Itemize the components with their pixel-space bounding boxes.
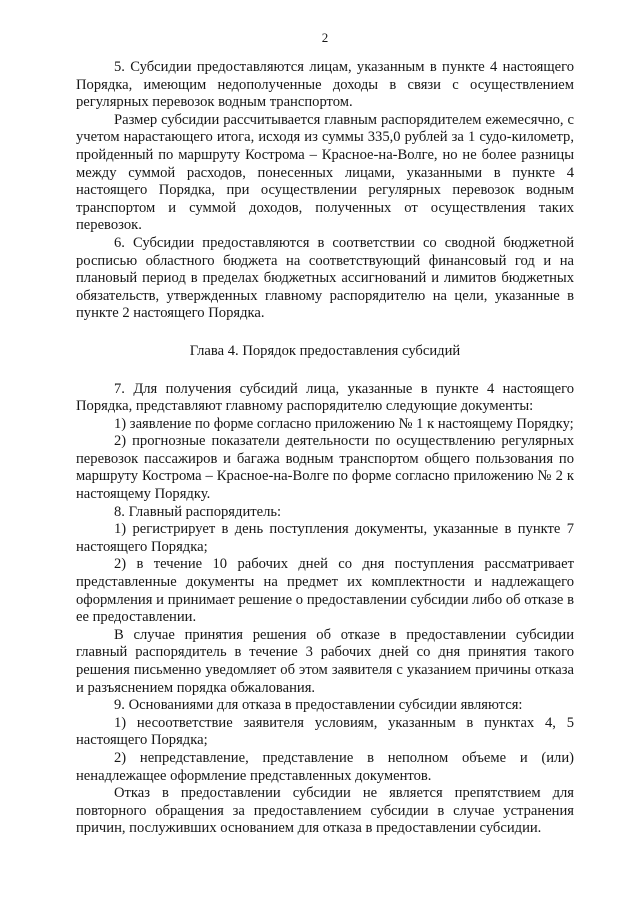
chapter-heading: Глава 4. Порядок предоставления субсидий	[189, 342, 461, 359]
paragraph-reapplication: Отказ в предоставлении субсидии не является препятствием для повторного обращения за предоставлением субсидии в случае устранения причин, послуживших основанием для отказа в предоставлении субсидии.	[76, 785, 574, 837]
paragraph-9-item-2: 2) непредставление, представление в неполном объеме и (или) ненадлежащее оформление представленных документов.	[76, 749, 574, 784]
paragraph-subsidy-size: Размер субсидии рассчитывается главным распорядителем ежемесячно, с учетом нарастающего итога, исходя из суммы 335,0 рублей за 1 судо-километр, пройденный по маршруту Кострома – Красное-на-Волге, но не более разницы между суммой расходов, понесенных лицами, указанными в пункте 4 настоящего Порядка, при осуществлении регулярных перевозок водным транспортом и суммой доходов, полученных от осуществления таких перевозок.	[76, 111, 574, 234]
page-number: 2	[321, 30, 329, 45]
paragraph-7-item-1: 1) заявление по форме согласно приложению № 1 к настоящему Порядку;	[114, 415, 574, 432]
paragraph-7-documents: 7. Для получения субсидий лица, указанные в пункте 4 настоящего Порядка, представляют главному распорядителю следующие документы:	[76, 380, 574, 415]
paragraph-8-main-distributor: 8. Главный распорядитель:	[114, 503, 282, 520]
paragraph-6-budget-limits: 6. Субсидии предоставляются в соответствии со сводной бюджетной росписью областного бюджета на соответствующий финансовый год и на плановый период в пределах бюджетных ассигнований и лимитов бюджетных обязательств, утвержденных главному распорядителю на цели, указанные в пункте 2 настоящего Порядка.	[76, 234, 574, 322]
paragraph-9-item-1: 1) несоответствие заявителя условиям, указанным в пунктах 4, 5 настоящего Порядка;	[76, 714, 574, 749]
paragraph-5-subsidy-recipients: 5. Субсидии предоставляются лицам, указанным в пункте 4 настоящего Порядка, имеющим недополученные доходы в связи с осуществлением регулярных перевозок водным транспортом.	[76, 59, 574, 111]
paragraph-9-refusal-grounds: 9. Основаниями для отказа в предоставлении субсидии являются:	[114, 697, 523, 714]
paragraph-7-item-2: 2) прогнозные показатели деятельности по осуществлению регулярных перевозок пассажиров и багажа водным транспортом общего пользования по маршруту Кострома – Красное-на-Волге по форме согласно приложению № 2 к настоящему Порядку.	[76, 433, 574, 503]
paragraph-refusal-notice: В случае принятия решения об отказе в предоставлении субсидии главный распорядитель в течение 3 рабочих дней со дня принятия такого решения письменно уведомляет об этом заявителя с указанием причины отказа и разъяснением порядка обжалования.	[76, 626, 574, 696]
paragraph-8-item-2: 2) в течение 10 рабочих дней со дня поступления рассматривает представленные документы на предмет их комплектности и надлежащего оформления и принимает решение о предоставлении субсидии либо об отказе в ее предоставлении.	[76, 556, 574, 626]
paragraph-8-item-1: 1) регистрирует в день поступления документы, указанные в пункте 7 настоящего Порядка;	[76, 521, 574, 555]
